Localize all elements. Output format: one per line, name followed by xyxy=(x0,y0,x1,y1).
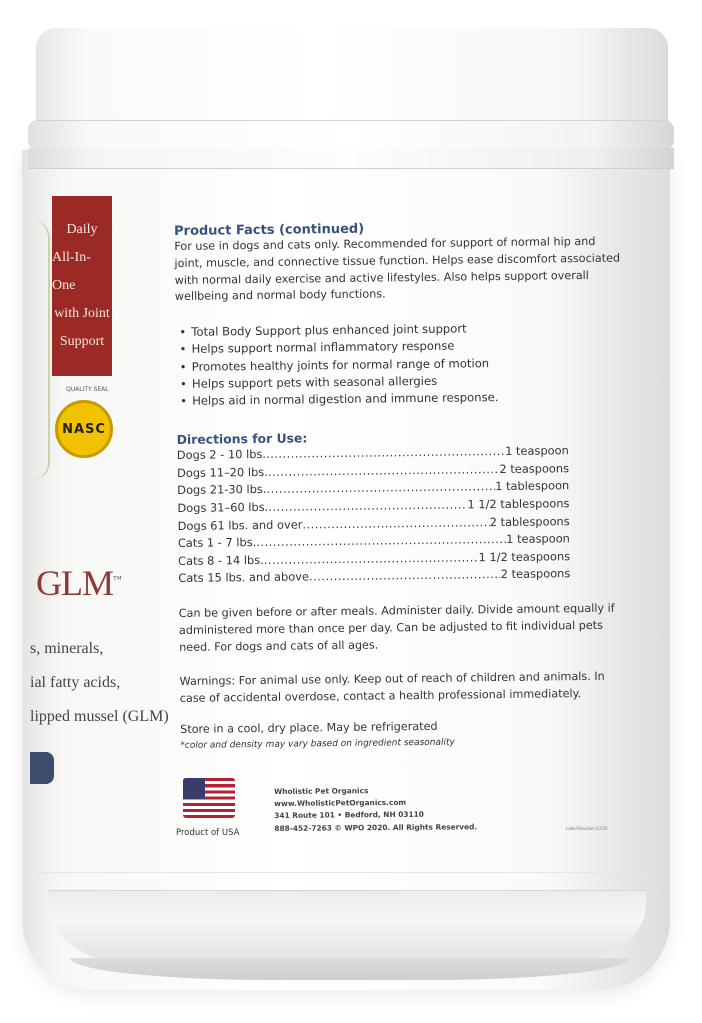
dose-weight: Dogs 31–60 lbs. xyxy=(177,499,269,515)
label-revision: Label Revision 07/20 xyxy=(566,826,608,831)
seasonality-note: *color and density may vary based on ingredient seasonality xyxy=(180,737,455,751)
size-pill xyxy=(30,752,54,784)
dose-amount: 1 1/2 tablespoons xyxy=(467,496,570,512)
administer-text: Can be given before or after meals. Administer daily. Divide amount equally if administered more than once per day. Can be adjusted to fit individual pets need. For dogs and cats of all ages. xyxy=(178,601,615,654)
facts-intro: For use in dogs and cats only. Recommended for support of normal hip and joint, muscle, and connective tissue function. Helps ease discomfort associated with normal daily exercise and active lifestyles. Also helps support overall wellbeing and normal body functions. xyxy=(174,234,621,304)
us-flag-icon xyxy=(183,778,235,818)
dose-amount: 1 teaspoon xyxy=(506,531,570,547)
dose-weight: Dogs 11–20 lbs. xyxy=(176,464,268,480)
list-item: • Helps support pets with seasonal allergies xyxy=(192,370,624,392)
badge-line: All-In-One xyxy=(52,250,91,293)
company-website: www.WholisticPetOrganics.com xyxy=(274,798,407,809)
badge-line: with Joint xyxy=(54,306,110,321)
directions-title: Directions for Use: xyxy=(176,430,308,448)
nasc-seal xyxy=(55,400,113,458)
warnings-text xyxy=(180,669,628,708)
brand-name xyxy=(36,562,121,604)
list-item: • Total Body Support plus enhanced joint support xyxy=(191,319,623,341)
product-facts-panel xyxy=(174,219,628,753)
dose-weight: Dogs 61 lbs. and over xyxy=(177,517,303,533)
company-address: 341 Route 101 • Bedford, NH 03110 xyxy=(274,810,424,821)
left-description xyxy=(30,632,169,734)
dose-amount: 2 teaspoons xyxy=(499,460,570,476)
left-copy-line: lipped mussel (GLM) xyxy=(30,708,169,725)
brand-text: GLM xyxy=(36,563,113,603)
lid-ring xyxy=(28,120,674,150)
lid-top xyxy=(36,28,668,124)
dose-weight: Cats 15 lbs. and above xyxy=(178,569,310,586)
badge-line: Support xyxy=(59,334,105,349)
dose-amount: 2 teaspoons xyxy=(500,566,571,582)
dose-weight: Dogs 21-30 lbs. xyxy=(177,482,267,498)
list-item: • Helps support normal inflammatory response xyxy=(191,336,623,358)
storage-text: Store in a cool, dry place. May be refrigerated xyxy=(180,719,438,736)
left-copy-line: ial fatty acids, xyxy=(30,674,121,691)
daily-badge xyxy=(52,196,112,376)
warnings-body: For animal use only. Keep out of reach of children and animals. In case of accidental overdose, contact a health professional immediately. xyxy=(179,670,605,706)
left-copy-line: s, minerals, xyxy=(30,640,104,657)
dose-amount: 1 teaspoon xyxy=(505,443,569,459)
dose-weight: Dogs 2 - 10 lbs. xyxy=(176,447,267,463)
seal-text: NASC xyxy=(62,421,106,437)
dose-weight: Cats 8 - 14 lbs. xyxy=(178,552,264,568)
list-item: • Promotes healthy joints for normal range of motion xyxy=(192,353,624,375)
seal-arc-text: QUALITY SEAL xyxy=(66,386,109,393)
leaf-decoration xyxy=(32,220,50,480)
jar-bottom-rim xyxy=(48,890,646,965)
directions-table xyxy=(177,442,627,588)
dose-amount: 1 1/2 teaspoons xyxy=(478,548,571,565)
product-of-usa: Product of USA xyxy=(176,828,240,838)
lid-ring-lower xyxy=(28,148,674,169)
trademark: ™ xyxy=(113,574,121,584)
badge-line: Daily xyxy=(66,222,98,237)
warnings-label: Warnings: xyxy=(179,674,236,689)
dose-amount: 2 tablespoons xyxy=(489,513,570,529)
company-info xyxy=(274,784,477,835)
company-phone: 888-452-7263 © WPO 2020. All Rights Reserved. xyxy=(274,821,478,833)
company-name: Wholistic Pet Organics xyxy=(274,786,369,796)
dose-amount: 1 tablespoon xyxy=(495,478,570,494)
benefits-list xyxy=(175,319,624,410)
list-item: • Helps aid in normal digestion and immune response. xyxy=(192,388,624,410)
dose-weight: Cats 1 - 7 lbs. xyxy=(177,535,257,551)
facts-title: Product Facts (continued) xyxy=(174,221,365,239)
